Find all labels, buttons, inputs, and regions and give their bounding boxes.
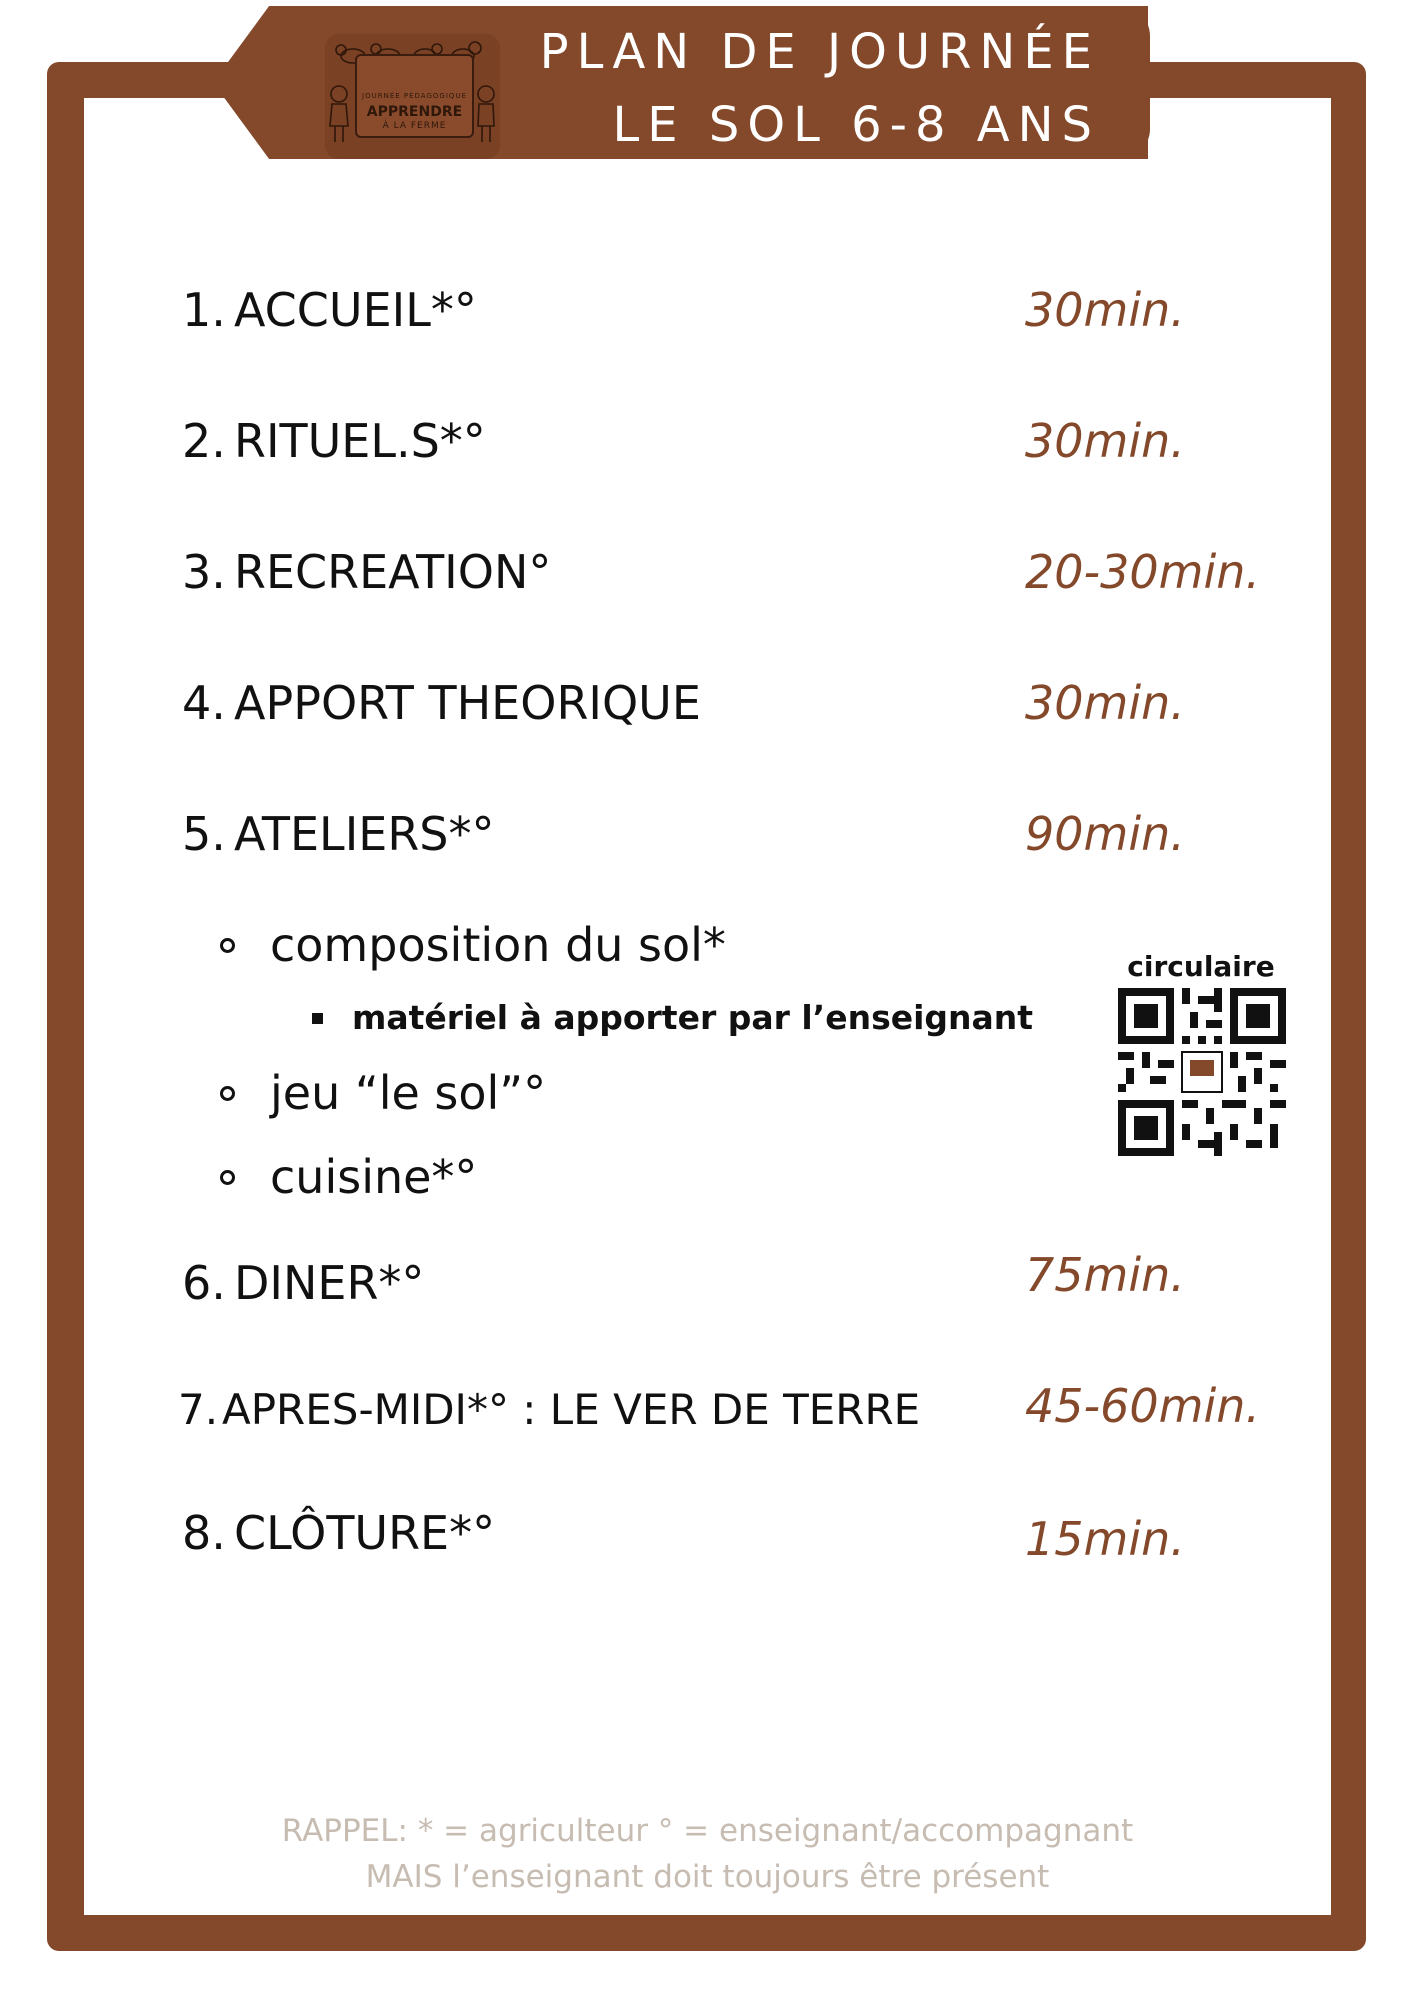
qr-code-icon[interactable]: [1118, 988, 1286, 1156]
atelier-label: composition du sol*: [270, 918, 726, 972]
atelier-note: [352, 998, 1033, 1037]
atelier-label: cuisine*°: [270, 1150, 478, 1204]
logo-name: APPRENDRE: [366, 104, 463, 120]
page-title: PLAN DE JOURNÉE: [539, 24, 1100, 80]
header-banner-end: [1100, 6, 1150, 159]
atelier-note-text: matériel à apporter par l’enseignant: [352, 998, 1034, 1037]
item-number: 6.: [182, 1256, 226, 1310]
item-label: CLÔTURE*°: [234, 1506, 496, 1560]
footer-reminder: RAPPEL: * = agriculteur ° = enseignant/accompagnant: [281, 1813, 1134, 1849]
agenda-item-rituels: [182, 414, 486, 468]
atelier-label: jeu “le sol”°: [270, 1066, 547, 1120]
agenda-item-recreation: [182, 545, 551, 599]
item-label: DINER*°: [234, 1256, 425, 1310]
square-bullet-icon: [312, 1013, 323, 1024]
item-number: 5.: [182, 807, 226, 861]
farm-logo: [325, 34, 500, 159]
circle-bullet-icon: [220, 1170, 235, 1185]
item-label: ACCUEIL*°: [234, 283, 477, 337]
item-number: 1.: [182, 283, 226, 337]
agenda-item-accueil: [182, 283, 477, 337]
agenda-item-apres-midi: [178, 1385, 920, 1434]
agenda-item-diner: [182, 1256, 424, 1310]
item-duration: 90min.: [1025, 807, 1185, 861]
logo-sign: [355, 54, 474, 138]
logo-name-line2: À LA FERME: [382, 121, 447, 131]
item-duration: 75min.: [1025, 1248, 1185, 1302]
circle-bullet-icon: [220, 1086, 235, 1101]
item-number: 2.: [182, 414, 226, 468]
agenda-item-apport-theorique: [182, 676, 701, 730]
item-number: 8.: [182, 1506, 226, 1560]
item-number: 4.: [182, 676, 226, 730]
item-duration: 20-30min.: [1025, 545, 1261, 599]
item-duration: 15min.: [1025, 1512, 1185, 1566]
item-label: APRES-MIDI*° : LE VER DE TERRE: [222, 1385, 921, 1434]
item-label: RITUEL.S*°: [234, 414, 486, 468]
item-number: 7.: [178, 1385, 219, 1434]
item-label: RECREATION°: [234, 545, 552, 599]
item-label: ATELIERS*°: [234, 807, 495, 861]
item-duration: 30min.: [1025, 676, 1185, 730]
agenda-item-ateliers: [182, 807, 494, 861]
item-duration: 30min.: [1025, 283, 1185, 337]
footer-note: MAIS l’enseignant doit toujours être présent: [365, 1859, 1050, 1895]
item-label: APPORT THEORIQUE: [234, 676, 701, 730]
qr-label: circulaire: [1127, 950, 1275, 983]
child-left-icon: [327, 84, 351, 146]
item-duration: 30min.: [1025, 414, 1185, 468]
atelier-jeu-le-sol: [270, 1066, 546, 1120]
item-duration: 45-60min.: [1025, 1379, 1261, 1433]
circle-bullet-icon: [220, 938, 235, 953]
agenda-item-cloture: [182, 1506, 495, 1560]
child-right-icon: [474, 84, 498, 146]
page-subtitle: LE SOL 6-8 ANS: [612, 97, 1100, 153]
atelier-cuisine: [270, 1150, 477, 1204]
atelier-composition-du-sol: [270, 918, 726, 972]
logo-tagline: JOURNÉE PÉDAGOGIQUE: [362, 92, 467, 100]
item-number: 3.: [182, 545, 226, 599]
